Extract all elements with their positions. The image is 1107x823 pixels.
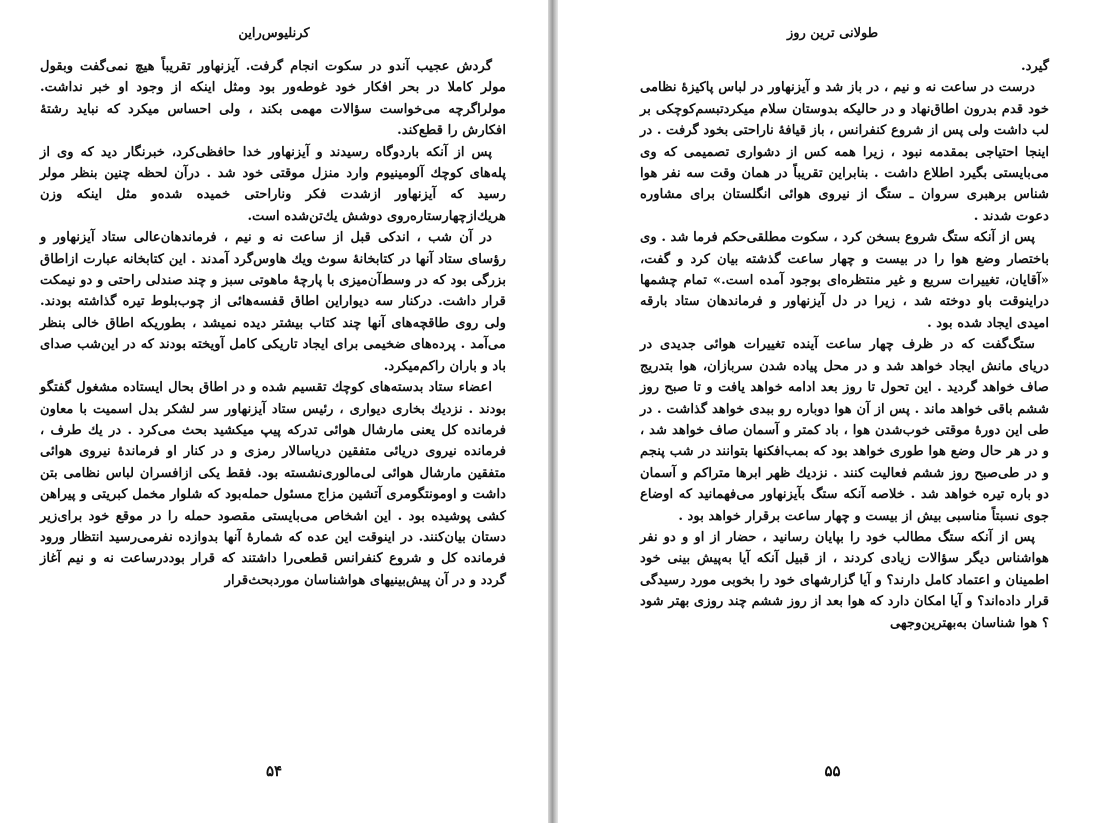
paragraph: پس از آنکه ستگ شروع بسخن کرد ، سکوت مطلقی‌حکم فرما شد . وی باختصار وضع هوا را در بیست و چهار ساعت گذشته بیان کرد و گفت، «آقایان، تغییرات سریع و غیر منتظره‌ای بوجود آمده است.» تمام چشمها دراینوقت باو دوخته شد ، زیرا در دل آیزنهاور و فرماندهان ستاد بارقه امیدی ایجاد شده بود . [640,230,1049,331]
paragraph: درست در ساعت نه و نیم ، در باز شد و آیزنهاور در لباس پاکیزهٔ نظامی خود قدم بدرون اطاق‌نهاد و در حالیکه بدوستان سلام میکردتبسم‌کوچکی بر لب داشت ولی پس از شروع کنفرانس ، باز قیافهٔ ناراحتی بخود گرفت . در اینجا احتیاجی بمقدمه نبود ، زیرا همه کس از دشواری تصمیمی که وی می‌بایستی بگیرد اطلاع داشت . بنابراین تقریباً در همان وقت سه نفر هوا شناس برهبری سروان ـ ستگ از نیروی هوائی انگلستان برای مشاوره دعوت شدند . [640,80,1049,224]
paragraph: ستگ‌گفت که در ظرف چهار ساعت آینده تغییرات هوائی جدیدی در دریای مانش ایجاد خواهد شد و در محل پیاده شدن سربازان، هوا بتدریج صاف خواهد گردید . این تحول تا روز بعد ادامه خواهد یافت و تا صبح روز ششم باقی خواهد ماند . پس از آن هوا دوباره رو ببدی خواهد گذاشت . در طی این دورهٔ موقتی خوب‌شدن هوا ، باد کمتر و آسمان صاف خواهد شد ، و در هر حال وضع هوا طوری خواهد بود که بمب‌افکنها بتوانند در شب پنجم و در طی‌صبح روز ششم فعالیت کنند . نزدیك ظهر ابرها متراکم و آسمان دو باره تیره خواهد شد . خلاصه آنکه ستگ بآیزنهاور می‌فهمانید که اوضاع جوی نسبتاً مناسبی بیش از بیست و چهار ساعت برقرار خواهد بود . [640,337,1049,524]
book-gutter [548,0,558,823]
paragraph: پس از آنکه ستگ مطالب خود را بپایان رسانید ، حضار از او و دو نفر هواشناس دیگر سؤالات زیادی کردند ، از قبیل آنکه آیا به‌پیش بینی خود اطمینان و اعتماد کامل دارند؟ و آیا گزارشهای خود را بخوبی مورد رسیدگی قرار داده‌اند؟ و آیا امکان دارد که هوا بعد از روز ششم چند روزی بهتر شود ؟ هوا شناسان به‌بهترین‌وجهی [640,529,1049,631]
running-header: طولانی ترین روز [786,26,879,41]
page-body [40,56,506,591]
running-header: کرنلیوس‌راین [238,26,310,41]
paragraph: گیرد. [1021,59,1049,74]
page-body [640,56,1049,634]
page-number: ۵۴ [265,762,283,780]
paragraph: در آن شب ، اندکی قبل از ساعت نه و نیم ، فرماندهان‌عالی ستاد آیزنهاور و رؤسای ستاد آنها در کتابخانهٔ سوث ویك هاوس‌گرد آمدند . این کتابخانه عبارت ازاطاق بزرگی بود که در وسط‌آن‌میزی با پارچهٔ ماهوتی سبز و چند صندلی راحتی و دو نیمکت قرار داشت. درکنار سه دیواراین اطاق قفسه‌هائی از چوب‌بلوط تیره گذاشته بودند. ولی روی طاقچه‌های آنها چند کتاب بیشتر دیده نمیشد ، بطوریکه اطاق خالی بنظر می‌آمد . پرده‌های ضخیمی برای ایجاد تاریکی کامل آویخته بودند که در این‌شب صدای باد و باران راکم‌میکرد. [40,230,506,374]
paragraph: پس از آنکه باردوگاه رسیدند و آیزنهاور خدا حافظی‌کرد، خبرنگار دید که وی از پله‌های کوچك آلومینیوم وارد منزل موقتی خود شد . درآن لحظه چنین بنظر مولر رسید که آیزنهاور ازشدت فکر وناراحتی خمیده شده‌و مثل اینکه ‌وزن هریك‌ازچهارستاره‌روی دوشش یك‌تن‌شده است. [40,144,506,224]
paragraph: گردش عجیب آندو در سکوت انجام گرفت. آیزنهاور تقریباً هیچ نمی‌گفت وبقول مولر کاملا در بحر افکار خود غوطه‌ور بود ومثل اینکه از وجود او خبر نداشت. مولراگرچه می‌خواست سؤالات مهمی بکند ، ولی احساس میکرد که نباید رشتهٔ افکارش را قطع‌کند. [40,59,506,139]
page-number: ۵۵ [824,762,841,780]
right-page [558,0,1107,823]
left-page [0,0,548,823]
paragraph: اعضاء ستاد بدسته‌های کوچك تقسیم شده و در اطاق بحال ایستاده مشغول گفتگو بودند . نزدیك بخاری دیواری ، رئیس ستاد آیزنهاور سر لشکر بدل اسمیت با معاون فرمانده کل یعنی مارشال هوائی تدرکه پیپ میکشید بحث می‌کرد . در یك طرف ، فرمانده نیروی دریائی متفقین دریاسالار رمزی و در کنار او فرماندهٔ نیروی هوائی متفقین مارشال هوائی لی‌مالوری‌نشسته بود. فقط یکی ازافسران لباس نظامی بتن داشت و اومونتگومری آتشین مزاج مسئول حمله‌بود که شلوار مخمل کبریتی و پیراهن کشی پوشیده بود . این اشخاص می‌بایستی مقصود حمله را در موقع خود برای‌زیر دستان بیان‌کنند. در اینوقت این عده که شمارهٔ آنها بدوازده نفرمی‌رسید انتظار ورود فرمانده کل و شروع کنفرانس قطعی‌را داشتند که قرار بوددرساعت نه و نیم آغاز گردد و در آن پیش‌بینیهای هواشناسان موردبحث‌قرار [40,380,506,588]
